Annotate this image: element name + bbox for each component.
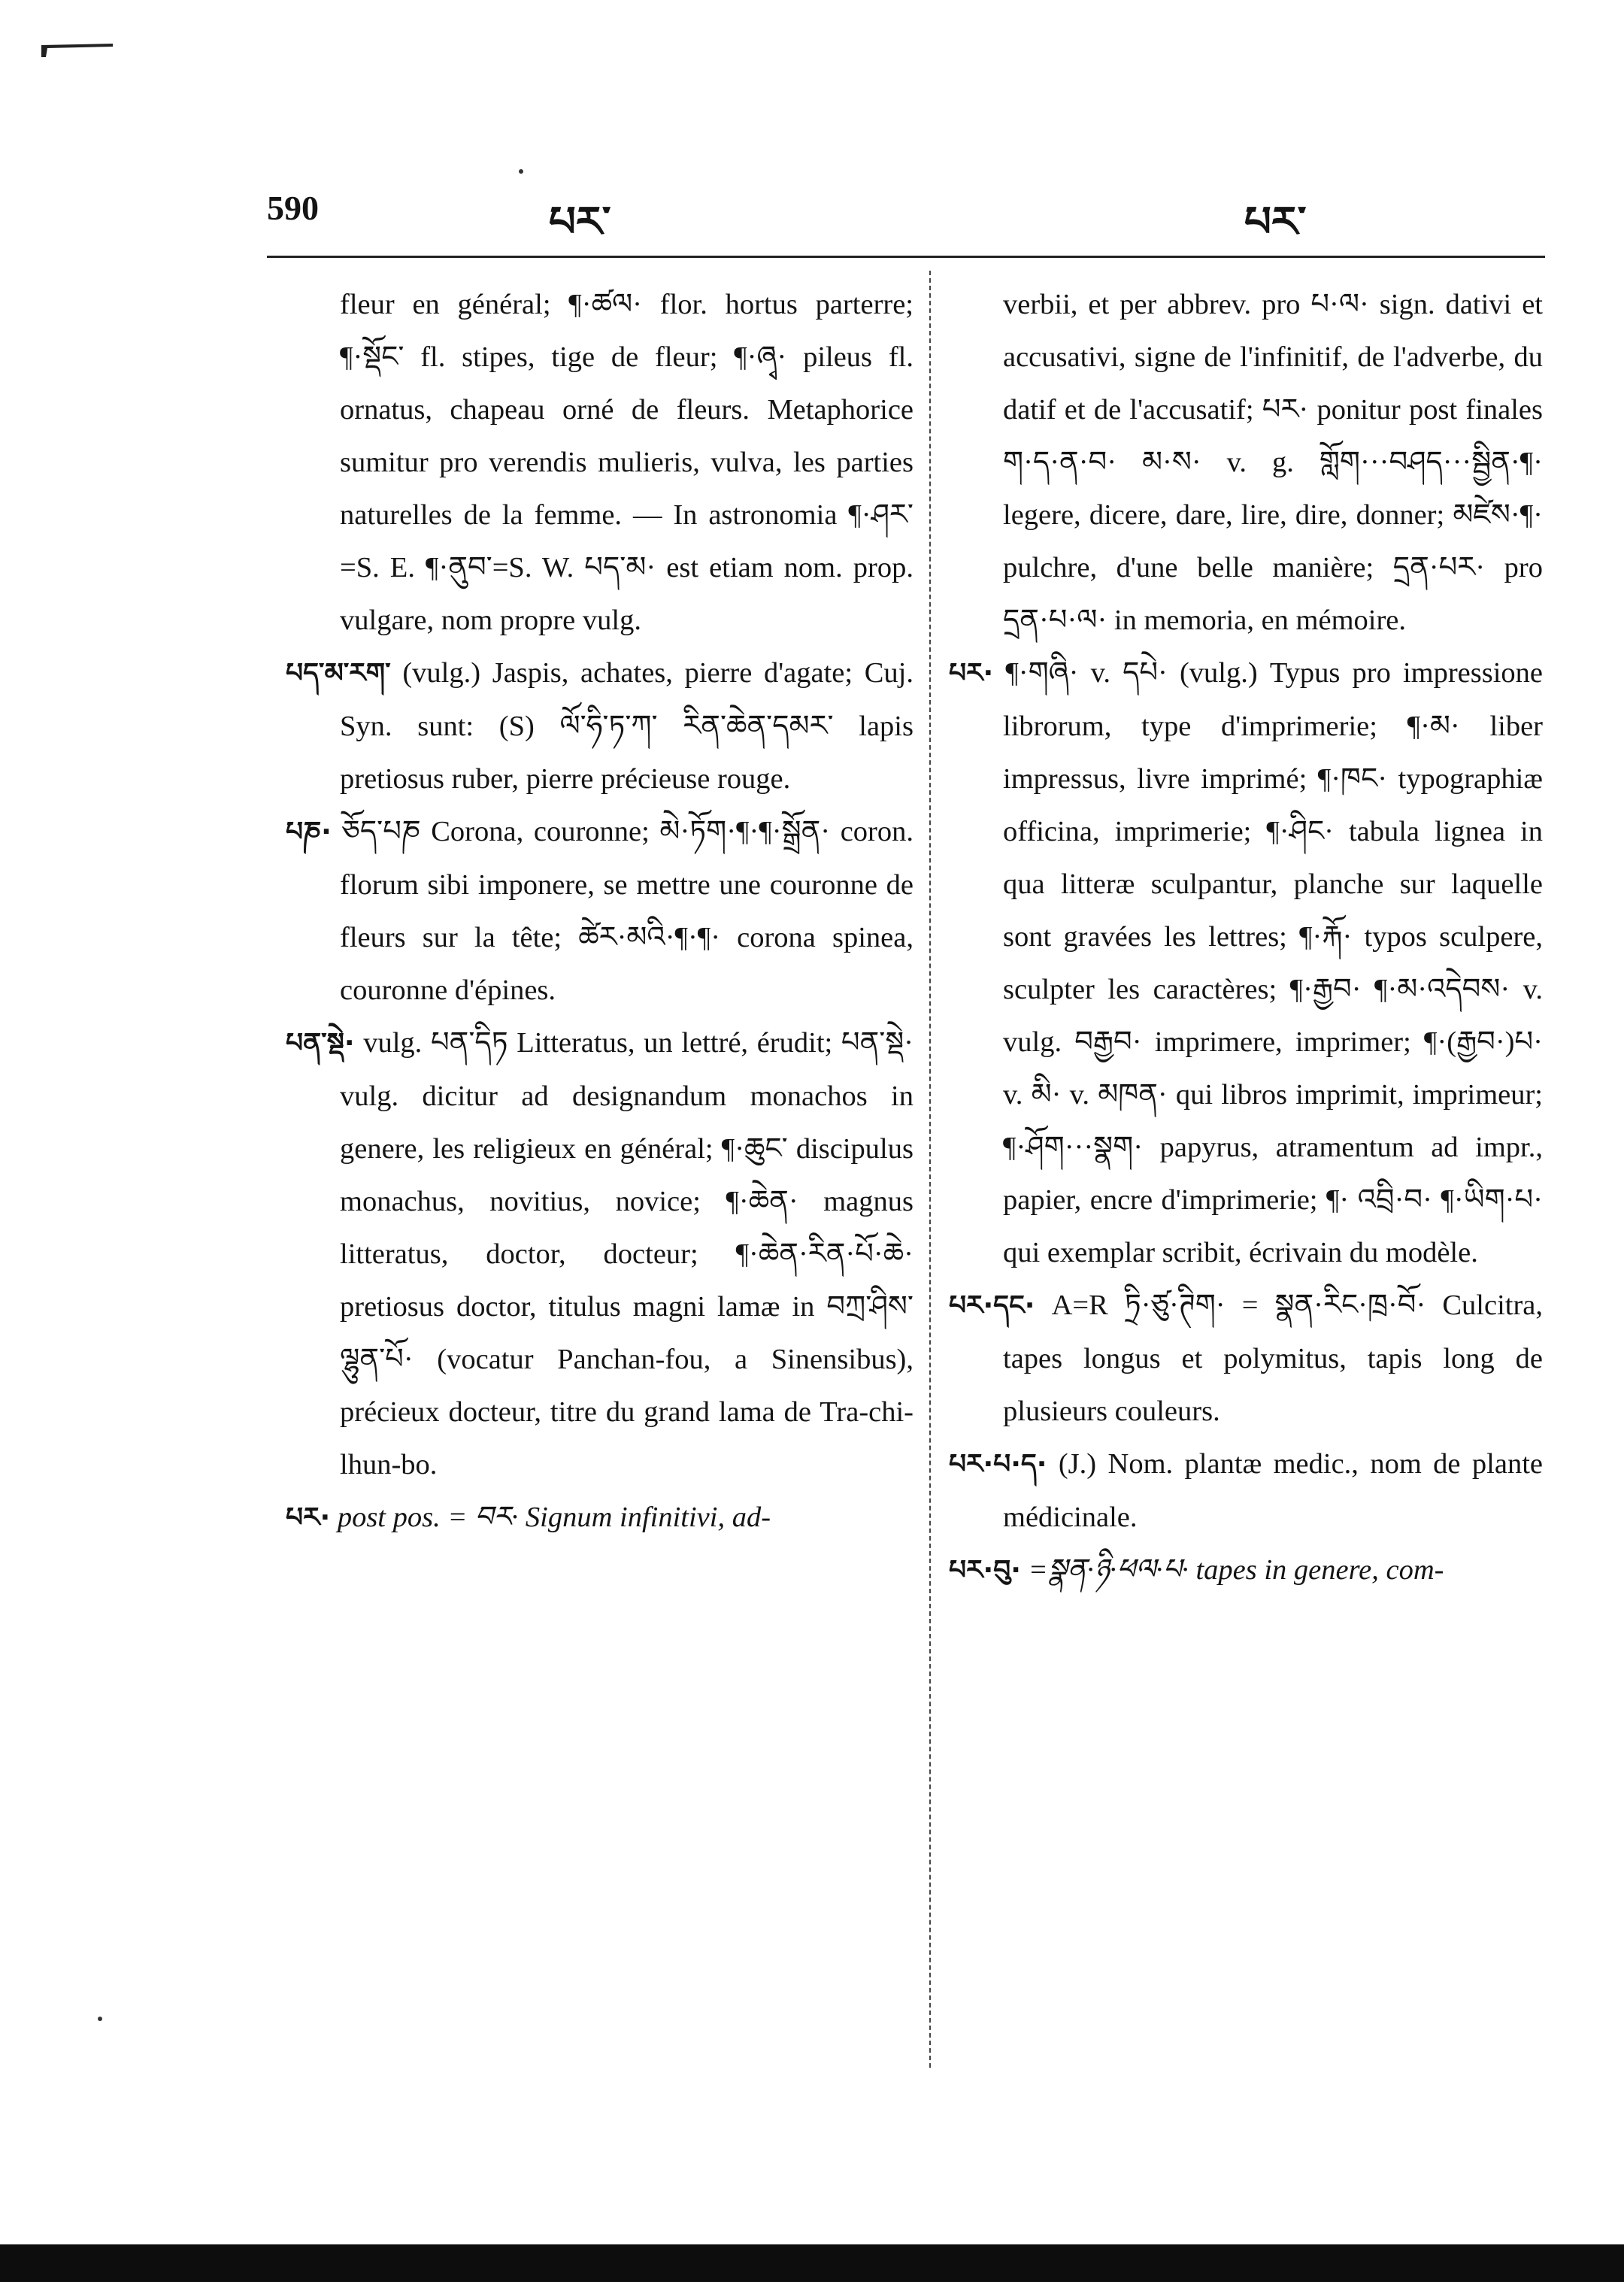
entry-headword: པར· [949,658,994,689]
entry-definition: (J.) Nom. plantæ medic., nom de plante médicinale. [1003,1448,1543,1533]
corner-mark [41,44,113,57]
entry-continuation: fleur en général; ¶·ཚལ· flor. hortus parterre; ¶·སྡོང་ fl. stipes, tige de fleur; ¶·ཞྭ· pileus fl. ornatus, chapeau orné de fleurs. Metaphorice sumitur pro verendis mulieris, vulva, les parties naturelles de la femme. — In astronomia ¶·ཤར་=S. E. ¶·ནུབ་=S. W. པད་མ· est etiam nom. prop. vulgare, nom propre vulg. [340,289,914,636]
right-column [949,278,1543,1597]
scan-bottom-edge [0,2244,1624,2282]
entry-continuation: verbii, et per abbrev. pro པ·ལ· sign. dativi et accusativi, signe de l'infinitif, de l'adverbe, du datif et de l'accusatif; པར· ponitur post finales ག·ད·ན·བ· མ·ས· v. g. གློག···བཤད···སྦྱིན·¶· legere, dicere, dare, lire, dire, donner; མཛེས·¶· pulchre, d'une belle manière; དྲན·པར· pro དྲན·པ·ལ· in memoria, en mémoire. [1003,289,1543,636]
left-column [286,278,914,1544]
dictionary-entry [286,1491,914,1544]
entry-definition: A=R ཏྲི·ཙུ·ཊིག· = སྣན·རིང·ཁྲ·བོ· Culcitra, tapes longus et polymitus, tapis long de plusieurs couleurs. [1003,1289,1543,1427]
page-number: 590 [267,189,319,227]
entry-definition: post pos. = བར· Signum infinitivi, ad- [337,1502,771,1533]
entry-headword: པར· [286,1502,331,1533]
entry-definition: vulg. པན་དིཏ Litteratus, un lettré, érudit; པན་སྡེ· vulg. dicitur ad designandum monachos in genere, les religieux en général; ¶·ཆུང་ discipulus monachus, novitius, novice; ¶·ཆེན· magnus litteratus, doctor, docteur; ¶·ཆེན·རིན·པོ·ཆེ· pretiosus doctor, titulus magni lamæ in བཀྲ་ཤིས་ལྷུན་པོ· (vocatur Panchan-fou, a Sinensibus), précieux docteur, titre du grand lama de Tra-chi-lhun-bo. [340,1027,914,1480]
entry-headword: པཎ· [286,817,332,847]
entry-definition: (vulg.) Jaspis, achates, pierre d'agate; Cuj. Syn. sunt: (S) ལོ་ཧི་ཏ་ཀ་ རིན་ཆེན་དམར་ lapis pretiosus ruber, pierre précieuse rouge. [340,657,914,795]
entry-headword: པར·དང· [949,1290,1035,1321]
dictionary-entry [949,1438,1543,1544]
stray-dot [519,169,523,174]
dictionary-entry [286,805,914,1017]
entry-headword: པན་སྡེ· [286,1028,355,1059]
entry-definition: ཅོད་པཎ Corona, couronne; མེ·ཏོག·¶·¶·སྒྲོན· coron. florum sibi imponere, se mettre une couronne de fleurs sur la tête; ཚེར·མའི·¶·¶· corona spinea, couronne d'épines. [340,816,914,1006]
stray-dot [98,2017,102,2021]
running-header-right: པར་ [1244,199,1307,246]
entry-headword: པར·བུ· [949,1555,1021,1586]
entry-headword: པར·པ·ད· [949,1449,1047,1480]
entry-definition: =སྣན·ཉི·ཕལ·པ· tapes in genere, com- [1028,1554,1444,1586]
entry-headword: པད་མ་རག་ [286,658,391,689]
running-header-left: པར་ [549,199,611,246]
column-divider [929,271,931,2068]
dictionary-entry [949,1544,1543,1597]
entry-definition: ¶·གཞི· v. དཔེ· (vulg.) Typus pro impressione librorum, type d'imprimerie; ¶·མ· liber impressus, livre imprimé; ¶·ཁང· typographiæ officina, imprimerie; ¶·ཤིང· tabula lignea in qua litteræ sculpantur, planche sur laquelle sont gravées les lettres; ¶·རྐོ· typos sculpere, sculpter les caractères; ¶·རྒྱབ· ¶·མ·འདེབས· v. vulg. བརྒྱབ· imprimere, imprimer; ¶·(རྒྱབ·)པ· v. མི· v. མཁན· qui libros imprimit, imprimeur; ¶·ཤོག···སྣག· papyrus, atramentum ad impr., papier, encre d'imprimerie; ¶· འབྲི·བ· ¶·ཡིག·པ· qui exemplar scribit, écrivain du modèle. [1003,657,1543,1268]
dictionary-entry [949,1279,1543,1438]
dictionary-entry [286,1017,914,1491]
dictionary-entry [286,647,914,805]
header-rule [267,256,1545,258]
dictionary-entry [949,647,1543,1279]
